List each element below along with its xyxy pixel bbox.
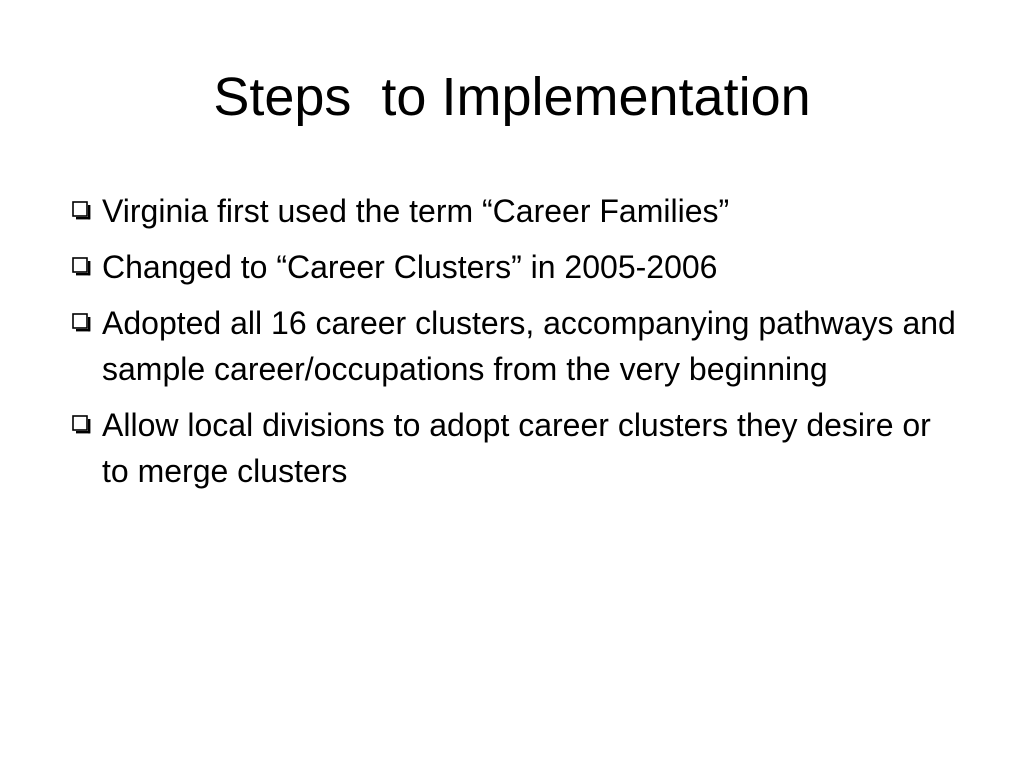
bullet-text: Allow local divisions to adopt career clusters they desire or to merge clusters: [102, 407, 931, 489]
bullet-text: Changed to “Career Clusters” in 2005-2006: [102, 249, 718, 285]
bullet-item: [66, 188, 966, 234]
bullet-text: Adopted all 16 career clusters, accompanying pathways and sample career/occupations from the very beginning: [102, 305, 956, 387]
bullet-text: Virginia first used the term “Career Families”: [102, 193, 730, 229]
checkbox-square-icon: [72, 313, 91, 332]
slide-title: Steps to Implementation: [213, 67, 811, 127]
bullet-item: [66, 402, 966, 494]
checkbox-square-icon: [72, 257, 91, 276]
bullet-item: [66, 244, 966, 290]
bullet-item: [66, 300, 966, 392]
checkbox-square-icon: [72, 415, 91, 434]
checkbox-square-icon: [72, 201, 91, 220]
bullet-list: [66, 188, 966, 504]
